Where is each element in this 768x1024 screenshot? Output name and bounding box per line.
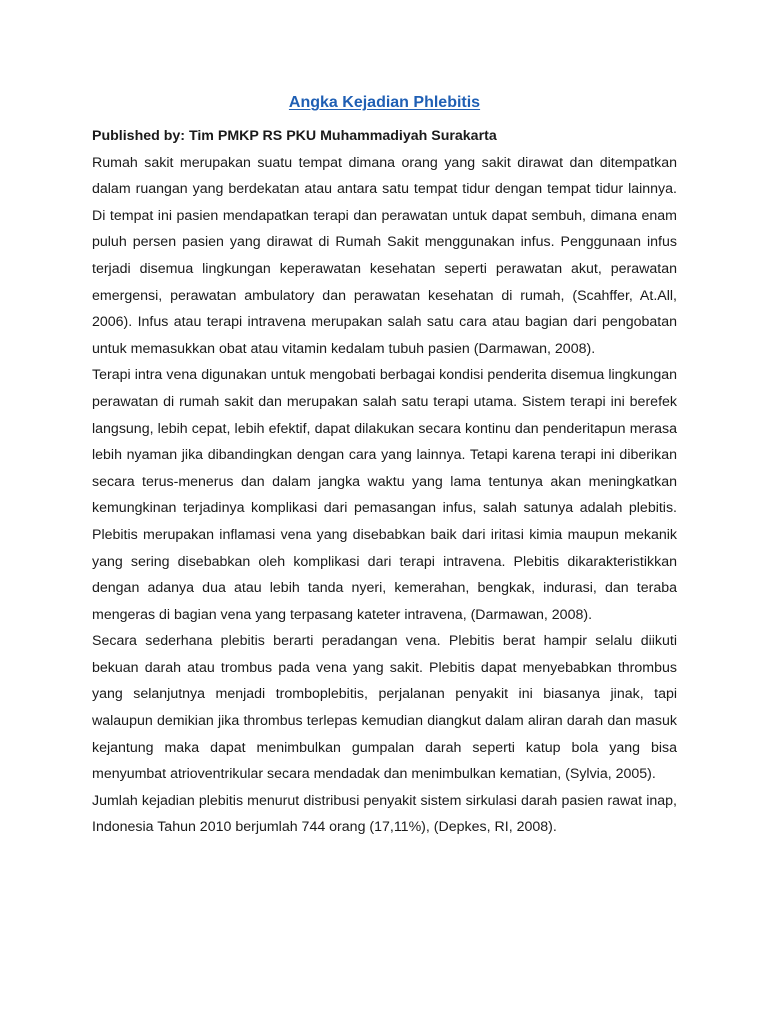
document-title[interactable]: Angka Kejadian Phlebitis xyxy=(288,94,481,111)
paragraph-3: Secara sederhana plebitis berarti peradangan vena. Plebitis berat hampir selalu diikuti bekuan darah atau trombus pada vena yang sakit. Plebitis dapat menyebabkan thrombus yang selanjutnya menjadi tromboplebitis, perjalanan penyakit ini biasanya jinak, tapi walaupun demikian jika thrombus terlepas kemudian diangkut dalam aliran darah dan masuk kejantung maka dapat menimbulkan gumpalan darah seperti katup bola yang bisa menyumbat atrioventrikular secara mendadak dan menimbulkan kematian, (Sylvia, 2005). xyxy=(92,633,677,783)
paragraph-4: Jumlah kejadian plebitis menurut distribusi penyakit sistem sirkulasi darah pasien rawat inap, Indonesia Tahun 2010 berjumlah 744 orang (17,11%), (Depkes, RI, 2008). xyxy=(92,792,677,836)
paragraph-1: Rumah sakit merupakan suatu tempat dimana orang yang sakit dirawat dan ditempatkan dalam ruangan yang berdekatan atau antara satu tempat tidur dengan tempat tidur lainnya. Di tempat ini pasien mendapatkan terapi dan perawatan untuk dapat sembuh, dimana enam puluh persen pasien yang dirawat di Rumah Sakit menggunakan infus. Penggunaan infus terjadi disemua lingkungan keperawatan kesehatan seperti perawatan akut, perawatan emergensi, perawatan ambulatory dan perawatan kesehatan di rumah, (Scahffer, At.All, 2006). Infus atau terapi intravena merupakan salah satu cara atau bagian dari pengobatan untuk memasukkan obat atau vitamin kedalam tubuh pasien (Darmawan, 2008). xyxy=(92,154,677,357)
publisher-line: Published by: Tim PMKP RS PKU Muhammadiyah Surakarta xyxy=(92,128,497,144)
paragraph-2: Terapi intra vena digunakan untuk mengobati berbagai kondisi penderita disemua lingkungan perawatan di rumah sakit dan merupakan salah satu terapi utama. Sistem terapi ini berefek langsung, lebih cepat, lebih efektif, dapat dilakukan secara kontinu dan penderitapun merasa lebih nyaman jika dibandingkan dengan cara yang lainnya. Tetapi karena terapi ini diberikan secara terus-menerus dan dalam jangka waktu yang lama tentunya akan meningkatkan kemungkinan terjadinya komplikasi dari pemasangan infus, salah satunya adalah plebitis. Plebitis merupakan inflamasi vena yang disebabkan baik dari iritasi kimia maupun mekanik yang sering disebabkan oleh komplikasi dari terapi intravena. Plebitis dikarakteristikkan dengan adanya dua atau lebih tanda nyeri, kemerahan, bengkak, indurasi, dan teraba mengeras di bagian vena yang terpasang kateter intravena, (Darmawan, 2008). xyxy=(92,367,677,623)
